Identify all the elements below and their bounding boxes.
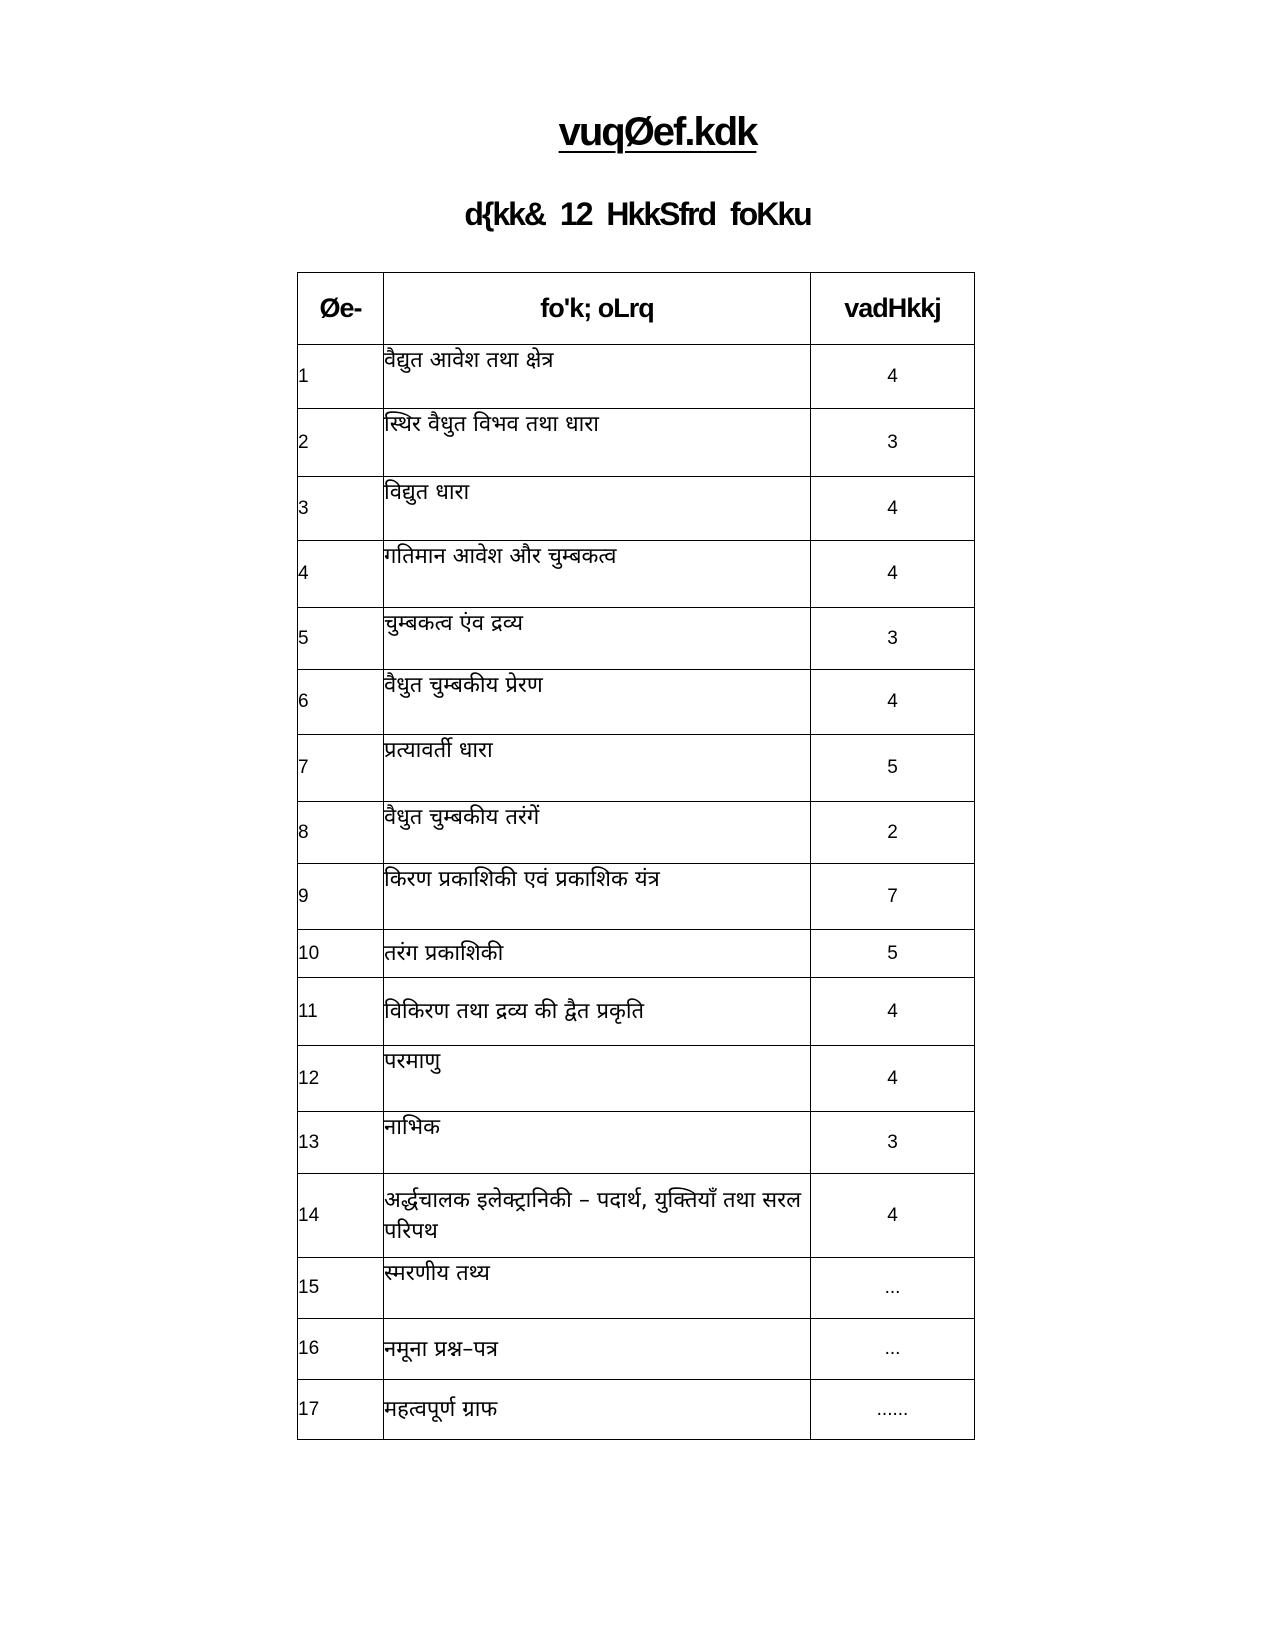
table-row bbox=[298, 1046, 975, 1112]
row-topic: महत्वपूर्ण ग्राफ bbox=[384, 1380, 811, 1440]
page-title bbox=[0, 110, 1275, 155]
row-serial: 1 bbox=[298, 345, 384, 409]
row-marks: 4 bbox=[811, 541, 975, 608]
row-serial: 11 bbox=[298, 978, 384, 1046]
table-row bbox=[298, 345, 975, 409]
row-serial: 6 bbox=[298, 670, 384, 735]
table-row bbox=[298, 1174, 975, 1258]
row-serial: 7 bbox=[298, 735, 384, 802]
row-serial: 15 bbox=[298, 1258, 384, 1319]
row-serial: 16 bbox=[298, 1319, 384, 1380]
row-topic: किरण प्रकाशिकी एवं प्रकाशिक यंत्र bbox=[384, 864, 811, 930]
row-topic: स्थिर वैधुत विभव तथा धारा bbox=[384, 409, 811, 477]
table-row bbox=[298, 1258, 975, 1319]
row-marks: 4 bbox=[811, 1046, 975, 1112]
row-marks: 7 bbox=[811, 864, 975, 930]
table-row bbox=[298, 541, 975, 608]
table-row bbox=[298, 802, 975, 864]
row-serial: 14 bbox=[298, 1174, 384, 1258]
table-row bbox=[298, 477, 975, 541]
page-title-text: vuqØef.kdk bbox=[558, 110, 757, 154]
row-topic: अर्द्धचालक इलेक्ट्रानिकी – पदार्थ, युक्तियाँ तथा सरल परिपथ bbox=[384, 1174, 811, 1258]
row-topic: नमूना प्रश्न–पत्र bbox=[384, 1319, 811, 1380]
row-topic: विकिरण तथा द्रव्य की द्वैत प्रकृति bbox=[384, 978, 811, 1046]
row-marks: 3 bbox=[811, 608, 975, 670]
row-marks: 5 bbox=[811, 930, 975, 978]
page-subtitle: d{kk& 12 HkkSfrd foKku bbox=[464, 196, 811, 232]
row-topic: विद्युत धारा bbox=[384, 477, 811, 541]
table-row bbox=[298, 735, 975, 802]
table-row bbox=[298, 409, 975, 477]
table-row bbox=[298, 670, 975, 735]
table-row bbox=[298, 1319, 975, 1380]
row-topic: वैधुत चुम्बकीय तरंगें bbox=[384, 802, 811, 864]
header-marks: vadHkkj bbox=[811, 273, 975, 345]
row-serial: 4 bbox=[298, 541, 384, 608]
row-serial: 5 bbox=[298, 608, 384, 670]
header-topic: fo'k; oLrq bbox=[384, 273, 811, 345]
row-marks: 4 bbox=[811, 1174, 975, 1258]
row-topic: चुम्बकत्व एंव द्रव्य bbox=[384, 608, 811, 670]
table-row bbox=[298, 930, 975, 978]
row-marks: 2 bbox=[811, 802, 975, 864]
row-topic: नाभिक bbox=[384, 1112, 811, 1174]
row-marks: 3 bbox=[811, 1112, 975, 1174]
row-topic: वैद्युत आवेश तथा क्षेत्र bbox=[384, 345, 811, 409]
row-topic: गतिमान आवेश और चुम्बकत्व bbox=[384, 541, 811, 608]
row-serial: 17 bbox=[298, 1380, 384, 1440]
row-topic: वैधुत चुम्बकीय प्रेरण bbox=[384, 670, 811, 735]
table-row bbox=[298, 864, 975, 930]
row-marks: ...... bbox=[811, 1380, 975, 1440]
row-marks: 3 bbox=[811, 409, 975, 477]
table-row bbox=[298, 978, 975, 1046]
table-row bbox=[298, 1380, 975, 1440]
row-topic: स्मरणीय तथ्य bbox=[384, 1258, 811, 1319]
row-marks: 5 bbox=[811, 735, 975, 802]
row-serial: 3 bbox=[298, 477, 384, 541]
row-marks: 4 bbox=[811, 670, 975, 735]
table-row bbox=[298, 608, 975, 670]
row-topic: प्रत्यावर्ती धारा bbox=[384, 735, 811, 802]
row-marks: 4 bbox=[811, 477, 975, 541]
table-row bbox=[298, 1112, 975, 1174]
header-serial: Øe- bbox=[298, 273, 384, 345]
row-serial: 12 bbox=[298, 1046, 384, 1112]
row-marks: 4 bbox=[811, 978, 975, 1046]
contents-table bbox=[297, 272, 975, 1440]
row-marks: 4 bbox=[811, 345, 975, 409]
row-serial: 8 bbox=[298, 802, 384, 864]
row-marks: ... bbox=[811, 1258, 975, 1319]
row-topic: परमाणु bbox=[384, 1046, 811, 1112]
row-marks: ... bbox=[811, 1319, 975, 1380]
row-serial: 13 bbox=[298, 1112, 384, 1174]
row-topic: तरंग प्रकाशिकी bbox=[384, 930, 811, 978]
table-header-row bbox=[298, 273, 975, 345]
row-serial: 9 bbox=[298, 864, 384, 930]
row-serial: 2 bbox=[298, 409, 384, 477]
row-serial: 10 bbox=[298, 930, 384, 978]
